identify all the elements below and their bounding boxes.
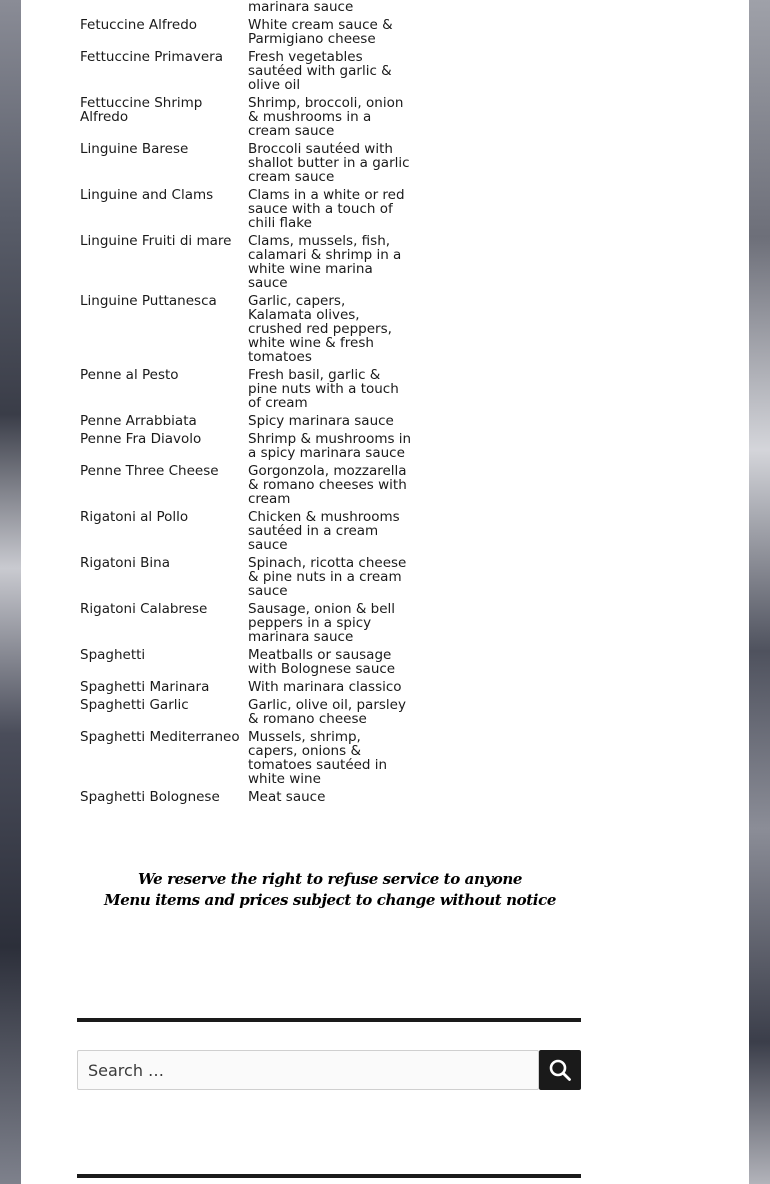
menu-item-name: Fettuccine Primavera <box>80 49 223 65</box>
menu-item-description: Garlic, capers, Kalamata olives, crushed red peppers, white wine & fresh tomatoes <box>248 293 392 365</box>
menu-item-name: Rigatoni al Pollo <box>80 509 189 525</box>
menu-row <box>78 556 414 602</box>
menu-row <box>78 648 414 680</box>
background-photo-right <box>749 0 770 1184</box>
menu-item-description: Clams, mussels, fish, calamari & shrimp in a white wine marina sauce <box>248 233 402 291</box>
menu-row <box>78 730 414 790</box>
menu-item-description: Shrimp, broccoli, onion & mushrooms in a cream sauce <box>248 95 404 139</box>
menu-item-name: Penne Three Cheese <box>80 463 219 479</box>
menu-row <box>78 50 414 96</box>
refuse-service-notice: We reserve the right to refuse service to anyone <box>137 870 523 888</box>
menu-item-description: Spicy marinara sauce <box>248 413 394 429</box>
menu-row <box>78 432 414 464</box>
menu-item-description: Gorgonzola, mozzarella & romano cheeses with cream <box>248 463 407 507</box>
menu-item-description: Mussels, shrimp, capers, onions & tomatoes sautéed in white wine <box>248 729 388 787</box>
menu-item-description: White cream sauce & Parmigiano cheese <box>248 17 393 47</box>
search-button[interactable] <box>539 1050 581 1090</box>
menu-row <box>78 368 414 414</box>
menu-item-name: Spaghetti Garlic <box>80 697 189 713</box>
menu-item-name: Penne Arrabbiata <box>80 413 197 429</box>
menu-item-name: Linguine Barese <box>80 141 189 157</box>
search-field-wrapper <box>77 1050 539 1090</box>
widget-divider <box>77 1018 581 1022</box>
widget-divider-bottom <box>77 1174 581 1178</box>
menu-row <box>78 142 414 188</box>
menu-item-description: With marinara classico <box>248 679 402 695</box>
menu-item-name <box>78 0 246 18</box>
menu-item-description: Clams in a white or red sauce with a touch of chili flake <box>248 187 405 231</box>
menu-row <box>78 602 414 648</box>
price-change-notice: Menu items and prices subject to change without notice <box>104 891 556 909</box>
menu-row <box>78 294 414 368</box>
menu-item-description: Meatballs or sausage with Bolognese sauce <box>248 647 396 677</box>
menu-row <box>78 790 414 808</box>
menu-row <box>78 464 414 510</box>
menu-item-name: Spaghetti Bolognese <box>80 789 220 805</box>
menu-item-name: Penne al Pesto <box>80 367 179 383</box>
menu-item-description: marinara sauce <box>248 0 354 15</box>
menu-row <box>78 680 414 698</box>
menu-row <box>78 96 414 142</box>
menu-item-name: Fettuccine Shrimp Alfredo <box>80 95 203 125</box>
menu-item-description: Spinach, ricotta cheese & pine nuts in a cream sauce <box>248 555 407 599</box>
pasta-menu-table <box>78 0 414 808</box>
menu-item-description: Meat sauce <box>248 789 326 805</box>
menu-item-description: Fresh vegetables sautéed with garlic & olive oil <box>248 49 392 93</box>
menu-item-name: Spaghetti Marinara <box>80 679 210 695</box>
menu-item-name: Spaghetti Mediterraneo <box>80 729 240 745</box>
menu-item-name: Linguine and Clams <box>80 187 214 203</box>
menu-row <box>78 414 414 432</box>
menu-item-description: Broccoli sautéed with shallot butter in a garlic cream sauce <box>248 141 410 185</box>
search-input[interactable] <box>78 1051 538 1089</box>
menu-item-name: Fetuccine Alfredo <box>80 17 198 33</box>
menu-row <box>78 234 414 294</box>
menu-item-description: Sausage, onion & bell peppers in a spicy marinara sauce <box>248 601 396 645</box>
menu-row <box>78 510 414 556</box>
menu-item-name: Linguine Fruiti di mare <box>80 233 232 249</box>
menu-item-description: Chicken & mushrooms sautéed in a cream sauce <box>248 509 400 553</box>
menu-item-name: Penne Fra Diavolo <box>80 431 202 447</box>
menu-row <box>78 18 414 50</box>
menu-item-name: Spaghetti <box>80 647 146 663</box>
background-photo-left <box>0 0 21 1184</box>
menu-item-name: Linguine Puttanesca <box>80 293 217 309</box>
content-area <box>21 0 749 1184</box>
menu-item-name: Rigatoni Bina <box>80 555 170 571</box>
menu-row <box>78 0 414 18</box>
menu-row <box>78 698 414 730</box>
menu-item-description: Shrimp & mushrooms in a spicy marinara sauce <box>248 431 412 461</box>
menu-row <box>78 188 414 234</box>
menu-item-name: Rigatoni Calabrese <box>80 601 208 617</box>
menu-item-description: Fresh basil, garlic & pine nuts with a touch of cream <box>248 367 399 411</box>
search-icon <box>548 1058 572 1082</box>
menu-item-description: Garlic, olive oil, parsley & romano cheese <box>248 697 406 727</box>
